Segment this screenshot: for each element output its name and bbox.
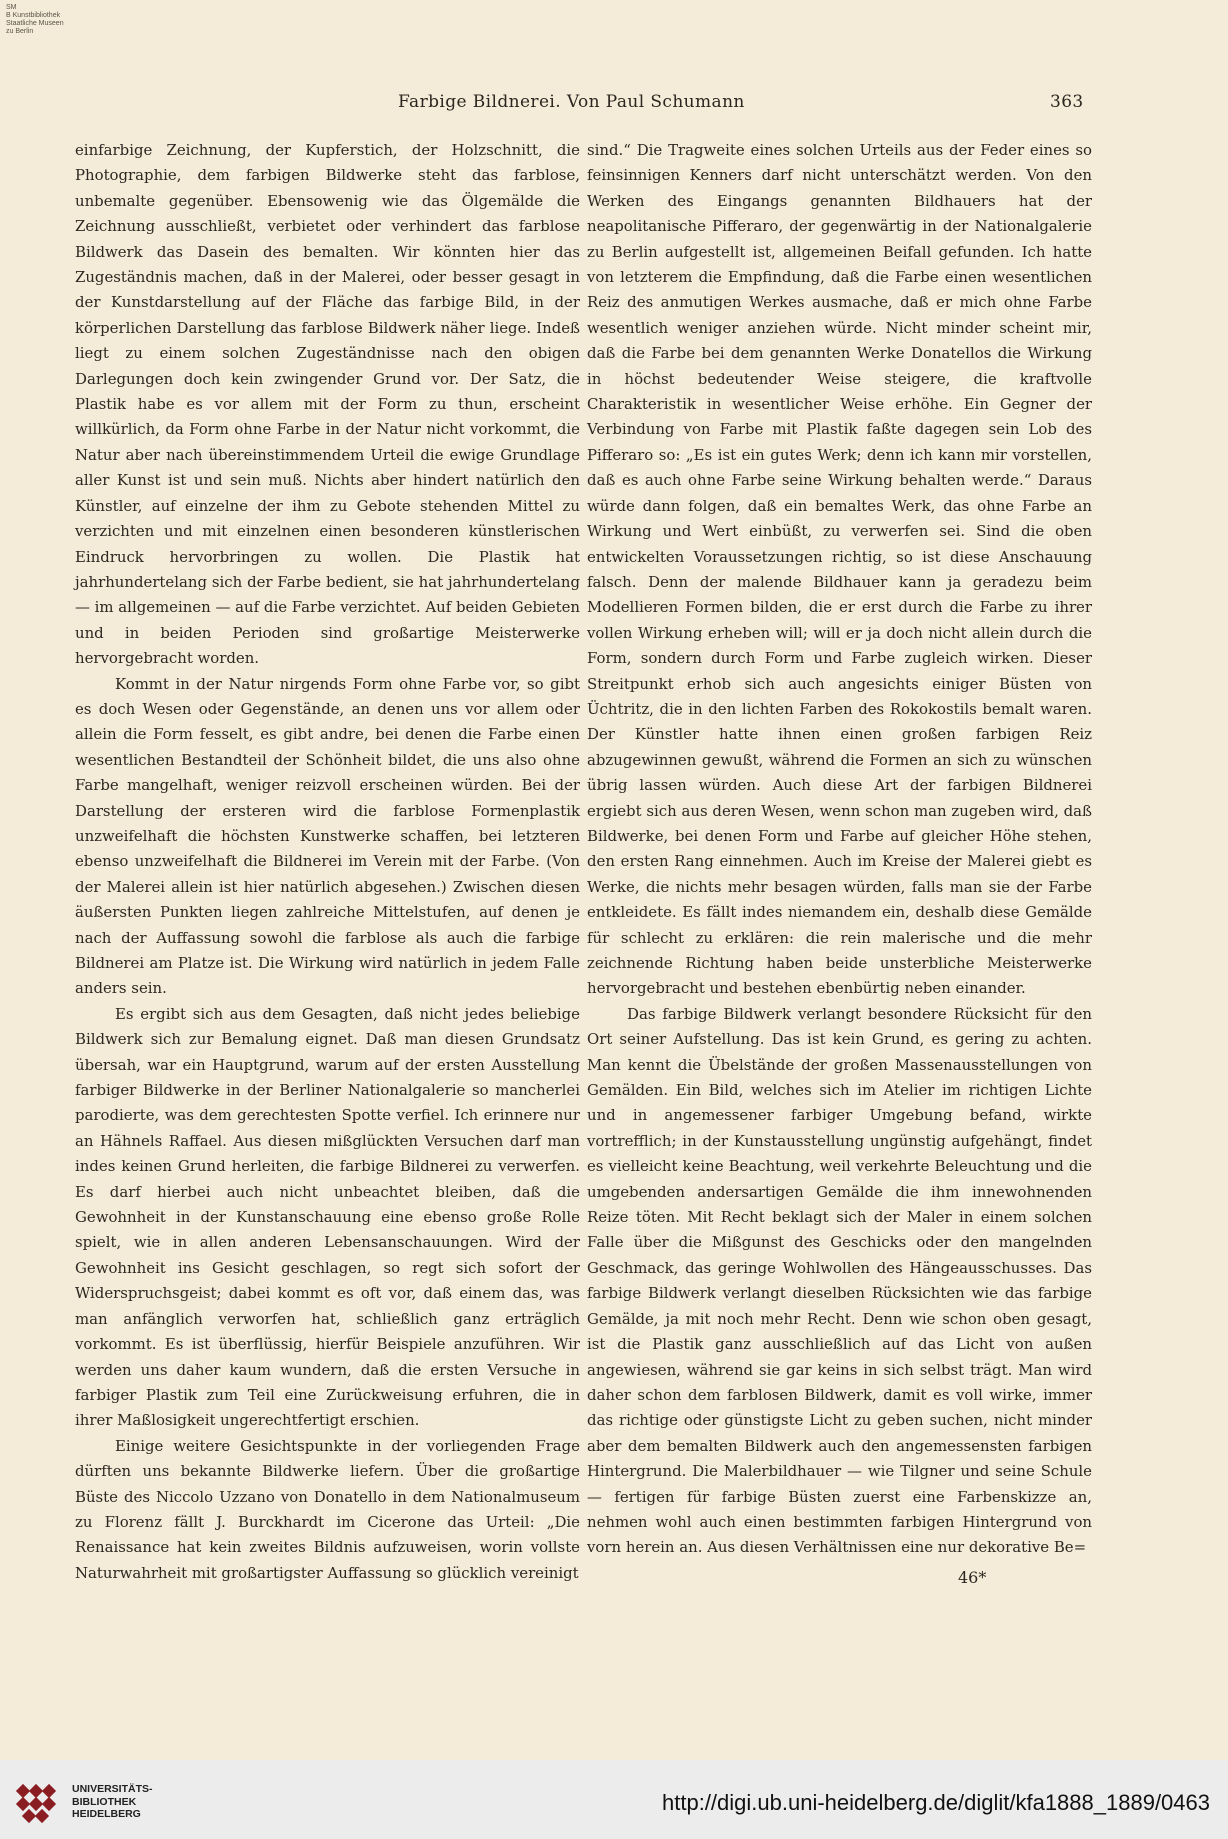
university-logo-icon [14,1782,58,1822]
logo-line: BIBLIOTHEK [72,1795,137,1808]
library-stamp [6,4,76,36]
stamp-line: B Kunstbibliothek [6,12,61,19]
page-number: 363 [1050,92,1084,112]
right-column [587,138,1092,1561]
logo-line: UNIVERSITÄTS- [72,1783,153,1795]
paragraph: Einige weitere Gesichtspunkte in der vorliegenden Frage dürften uns bekannte Bildwerke liefern. Über die großartige Büste des Niccolo Uzzano von Donatello in dem Nationalmuseum zu Florenz fällt J. Burckhardt im Cicerone das Urteil: „Die Renaissance hat kein zweites Bildnis aufzuweisen, worin vollste Naturwahrheit mit großartigster Auffassung so glücklich vereinigt [75,1436,580,1582]
paragraph: Es ergibt sich aus dem Gesagten, daß nicht jedes beliebige Bildwerk sich zur Bemalung eignet. Daß man diesen Grundsatz übersah, war ein Hauptgrund, warum auf der ersten Ausstellung farbiger Bildwerke in der Berliner Nationalgalerie so mancherlei parodierte, was dem gerechtesten Spotte verfiel. Ich erinnere nur an Hähnels Raffael. Aus diesen mißglückten Versuchen darf man indes keinen Grund herleiten, die farbige Bildnerei zu verwerfen. Es darf hierbei auch nicht unbeachtet bleiben, daß die Gewohnheit in der Kunstanschauung eine ebenso große Rolle spielt, wie in allen anderen Lebensanschauungen. Wird der Gewohnheit ins Gesicht geschlagen, so regt sich sofort der Widerspruchsgeist; dabei kommt es oft vor, daß einem das, was man anfänglich verworfen hat, schließlich ganz erträglich vorkommt. Es ist überflüssig, hierfür Beispiele anzuführen. Wir werden uns daher kaum wundern, daß die ersten Versuche in farbiger Plastik zum Teil eine Zurückweisung erfuhren, die in ihrer Maßlosigkeit ungerechtfertigt erschien. [75,1004,580,1430]
paragraph: sind.“ Die Tragweite eines solchen Urteils aus der Feder eines so feinsinnigen Kenners darf nicht unterschätzt werden. Von den Werken des Eingangs genannten Bildhauers hat der neapolitanische Pifferaro, der gegenwärtig in der Nationalgalerie zu Berlin aufgestellt ist, allgemeinen Beifall gefunden. Ich hatte von letzterem die Empfindung, daß die Farbe einen wesentlichen Reiz des anmutigen Werkes ausmache, daß er mich ohne Farbe wesentlich weniger anziehen würde. Nicht minder scheint mir, daß die Farbe bei dem genannten Werke Donatellos die Wirkung in höchst bedeutender Weise steigere, die kraftvolle Charakteristik in wesentlicher Weise erhöhe. Ein Gegner der Verbindung von Farbe mit Plastik faßte dagegen sein Lob des Pifferaro so: „Es ist ein gutes Werk; denn ich kann mir vorstellen, daß es auch ohne Farbe seine Wirkung behalten werde.“ Daraus würde dann folgen, daß ein bemaltes Werk, das ohne Farbe an Wirkung und Wert einbüßt, zu verwerfen sei. Sind die oben entwickelten Voraussetzungen richtig, so ist diese Anschauung falsch. Denn der malende Bildhauer kann ja geradezu beim Modellieren Formen bilden, die er erst durch die Farbe zu ihrer vollen Wirkung erheben will; will er ja doch nicht allein durch die Form, sondern durch Form und Farbe zugleich wirken. Dieser Streitpunkt erhob sich auch angesichts einiger Büsten von Üchtritz, die in den lichten Farben des Rokokostils bemalt waren. Der Künstler hatte ihnen einen großen farbigen Reiz abzugewinnen gewußt, während die Formen an sich zu wünschen übrig lassen würden. Auch diese Art der farbigen Bildnerei ergiebt sich aus deren Wesen, wenn schon man zugeben wird, daß Bildwerke, bei denen Form und Farbe auf gleicher Höhe stehen, den ersten Rang einnehmen. Auch im Kreise der Malerei giebt es Werke, die nichts mehr besagen würden, falls man sie der Farbe entkleidete. Es fällt indes niemandem ein, deshalb diese Gemälde für schlecht zu erklären: die rein malerische und die mehr zeichnende Richtung haben beide unsterbliche Meisterwerke hervorgebracht und bestehen ebenbürtig neben einander. [587,141,1092,998]
paragraph: einfarbige Zeichnung, der Kupferstich, der Holzschnitt, die Photographie, dem farbigen Bildwerke steht das farblose, unbemalte gegenüber. Ebensowenig wie das Ölgemälde die Zeichnung ausschließt, verbietet oder verhindert das farblose Bildwerk das Dasein des bemalten. Wir könnten hier das Zugeständnis machen, daß in der Malerei, oder besser gesagt in der Kunstdarstellung auf der Fläche das farbige Bild, in der körperlichen Darstellung das farblose Bildwerk näher liege. Indeß liegt zu einem solchen Zugeständnisse nach den obigen Darlegungen doch kein zwingender Grund vor. Der Satz, die Plastik habe es vor allem mit der Form zu thun, erscheint willkürlich, da Form ohne Farbe in der Natur nicht vorkommt, die Natur aber nach übereinstimmendem Urteil die ewige Grundlage aller Kunst ist und sein muß. Nichts aber hindert natürlich den Künstler, auf einzelne der ihm zu Gebote stehenden Mittel zu verzichten und mit einzelnen einen besonderen künstlerischen Eindruck hervorbringen zu wollen. Die Plastik hat jahrhundertelang sich der Farbe bedient, sie hat jahrhundertelang — im allgemeinen — auf die Farbe verzichtet. Auf beiden Gebieten und in beiden Perioden sind großartige Meisterwerke hervorgebracht worden. [75,141,580,668]
stamp-line: Staatliche Museen [6,20,64,27]
left-column [75,138,580,1586]
university-logo-text [72,1783,153,1821]
stamp-line: zu Berlin [6,28,34,35]
running-title: Farbige Bildnerei. Von Paul Schumann [398,92,745,112]
stamp-line: SM [6,4,17,11]
logo-line: HEIDELBERG [72,1808,141,1820]
paragraph: Das farbige Bildwerk verlangt besondere Rücksicht für den Ort seiner Aufstellung. Das ist kein Grund, es gering zu achten. Man kennt die Übelstände der großen Massenausstellungen von Gemälden. Ein Bild, welches sich im Atelier im richtigen Lichte und in angemessener farbiger Umgebung befand, wirkte vortrefflich; in der Kunstausstellung ungünstig aufgehängt, findet es vielleicht keine Beachtung, weil verkehrte Beleuchtung und die umgebenden andersartigen Gemälde die ihm innewohnenden Reize töten. Mit Recht beklagt sich der Maler in einem solchen Falle über die Mißgunst des Geschicks oder den mangelnden Geschmack, das geringe Wohlwollen des Hängeausschusses. Das farbige Bildwerk verlangt dieselben Rücksichten wie das farbige Gemälde, ja mit noch mehr Recht. Denn wie schon oben gesagt, ist die Plastik ganz ausschließlich auf das Licht von außen angewiesen, während sie gar keins in sich selbst trägt. Man wird daher schon dem farblosen Bildwerk, damit es voll wirke, immer das richtige oder günstigste Licht zu geben suchen, nicht minder aber dem bemalten Bildwerk auch den angemessensten farbigen Hintergrund. Die Malerbildhauer — wie Tilgner und seine Schule — fertigen für farbige Büsten zuerst eine Farbenskizze an, nehmen wohl auch einen bestimmten farbigen Hintergrund von vorn herein an. Aus diesen Verhältnissen eine nur dekorative Be= [587,1004,1092,1557]
footer-bar [0,1760,1228,1839]
source-url[interactable]: http://digi.ub.uni-heidelberg.de/diglit/kfa1888_1889/0463 [662,1790,1210,1815]
paragraph: Kommt in der Natur nirgends Form ohne Farbe vor, so gibt es doch Wesen oder Gegenstände, an denen uns vor allem oder allein die Form fesselt, es gibt andre, bei denen die Farbe einen wesentlichen Bestandteil der Schönheit bildet, die uns also ohne Farbe mangelhaft, weniger reizvoll erscheinen würden. Bei der Darstellung der ersteren wird die farblose Formenplastik unzweifelhaft die höchsten Kunstwerke schaffen, bei letzteren ebenso unzweifelhaft die Bildnerei im Verein mit der Farbe. (Von der Malerei allein ist hier natürlich abgesehen.) Zwischen diesen äußersten Punkten liegen zahlreiche Mittelstufen, auf denen je nach der Auffassung sowohl die farblose als auch die farbige Bildnerei am Platze ist. Die Wirkung wird natürlich in jedem Falle anders sein. [75,674,580,998]
signature-mark: 46* [958,1568,987,1587]
